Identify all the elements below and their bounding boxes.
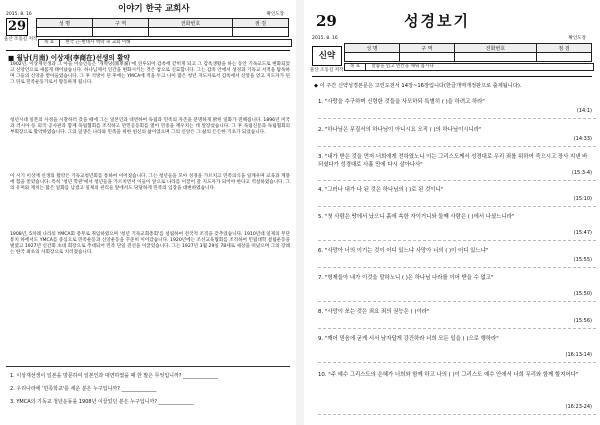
bible-ref-10: (16:23-24) <box>565 404 592 410</box>
phone-header: 전화번호 <box>149 19 233 28</box>
bible-ref-4: (15:10) <box>573 196 592 202</box>
bible-ref-9: (16:13-14) <box>565 352 592 358</box>
name-field[interactable] <box>37 28 93 37</box>
bible-ref-2: (14:33) <box>573 136 592 142</box>
left-question-2: 2. 우리나라에 '민족학교'를 세운 분은 누구입니까? ______________ <box>10 386 157 392</box>
answer-line-4[interactable] <box>318 206 596 207</box>
check-header: 점 검 <box>537 44 592 53</box>
right-lesson-number: 29 <box>316 12 337 30</box>
left-paragraph-4: 1908년, 5차례 나라의 YMCA회 총무로 취임하였으며 '청년 기독교회총회'를 설립하여 전국적 조직을 갖추었습니다. 1910년대 일제의 무단통치 하에서도 YMCA를 중심으로 민족운동과 신앙운동을 꾸준히 이어갔습니다. 1920년에는 조선교육협회를 조직하여 민립대학 설립운동을 벌였고 1927년 신간회 초대 회장으로 추대되어 민족 단일 전선을 이끌었습니다. 그는 1927년 3월 29일 78세로 세상을 떠났으며 그의 장례는 한국 최초의 사회장으로 치러졌습니다. <box>10 232 290 256</box>
answer-line-1[interactable] <box>318 118 596 119</box>
district-header: 구 역 <box>93 19 149 28</box>
left-question-divider <box>6 366 290 367</box>
left-stamp-label: 확인도장 <box>266 12 284 17</box>
bible-ref-5: (15:47) <box>573 230 592 236</box>
left-paragraph-3: 이 시기 이상재 선생의 활약은 기독교청년회를 통하여 이어졌습니다. 그는 청년들을 모아 성경을 가르치고 민족의식을 일깨우며 교육과 계몽에 힘을 쏟았습니다. 특히 '청년 학관'에서 청년들을 가르치면서 이들이 앞으로 나라를 이끌어 갈 지도자가 되어야 한다고 역설하였습니다. 그의 유머와 재치는 많은 일화를 남겼고 일제의 관리들 앞에서도 당당하게 민족의 입장을 대변하였습니다. <box>10 174 290 192</box>
bible-ref-1: (14:1) <box>576 108 592 114</box>
check-header: 점 검 <box>232 19 288 28</box>
right-testament-label: 신약 <box>312 46 342 66</box>
bible-ref-3: (15:3-4) <box>571 170 592 176</box>
name-field[interactable] <box>345 53 400 62</box>
right-stamp-label: 확인도장 <box>568 36 586 41</box>
bible-question-6: 6. "사망아 너의 이기는 것이 어디 있느냐 사망아 너의 ( )이 어디 있느냐" <box>318 248 489 254</box>
phone-field[interactable] <box>149 28 233 37</box>
page-gutter <box>296 0 304 425</box>
left-paragraph-2: 청년시대 일본의 사정을 시찰하러 갔을 때에 그는 일본인과 대면하여 독립과 민족의 자존을 분명하게 밝힌 일화가 전해집니다. 1896년 미국과 러시아 등 외국 공사관과 함께 독립협회를 조직하고 만민공동회를 열어 민중을 깨우치는 데 앞장섰습니다. 그 후 독립신문과 독립협회의 부회장으로 활약하였습니다. 그의 일생은 나라와 민족을 위한 헌신의 삶이었으며 그의 신앙은 그 삶의 든든한 기초가 되었습니다. <box>10 118 290 136</box>
right-intro: ◆ 이 주간 신약성경본문은 고린도전서 14장~16장입니다(한글개역개정판으로 출제됩니다). <box>314 83 522 89</box>
left-header-rule <box>6 50 290 51</box>
bible-question-1: 1. "사랑을 추구하며 신령한 것들을 사모하되 특별히 ( )을 하려고 하라" <box>318 99 485 105</box>
answer-line-10[interactable] <box>318 414 596 415</box>
left-objective-label: 목 표 <box>39 40 60 46</box>
bible-question-9: 9. "깨어 믿음에 굳게 서서 남자답게 강건하라 너희 모든 일을 ( )으로 행하라" <box>318 336 499 342</box>
bible-question-2: 2. "하나님은 무질서의 하나님이 아니시요 오직 ( )의 하나님이시니라" <box>318 127 482 133</box>
name-header: 성 명 <box>37 19 93 28</box>
left-question-1: 1. 이상재선생이 일본을 방문하여 일본인과 대면하였을 때 한 말은 무엇입니까? ______________ <box>10 373 219 379</box>
left-paragraph-1: 1902년, 이상재선생과 그 아들 이승인등은 '개혁당(開革黨)'에 연루되어 감옥에 갇히게 되고 그 감옥생활을 하는 동안 기독교도로 변화되었고 신앙인으로 새롭게 태어났습니다. 하나님께서 인간을 변화시키는 것은 참으로 신묘합니다. 그는 감옥 안에서 성경과 기독교 서적을 탐독하며 그들의 신앙을 받아들였습니다. 그 후 석방이 된 후에는 YMCA에 적을 두고 나이 많은 청년 지도자로서 감옥에서 신앙을 얻고 지도자가 된 그 뒤로 민족운동가로서 활동하게 됩니다. <box>10 62 290 86</box>
bible-question-7: 7. "형제들아 내가 이것을 말하노니 ( )은 하나님 나라를 이어 받을 수 없고" <box>318 275 494 281</box>
bible-ref-7: (15:50) <box>573 291 592 297</box>
left-section-title: ■ 월남(月南) 이상재(李商在)선생의 활약 <box>8 54 130 62</box>
name-header: 성 명 <box>345 44 400 53</box>
answer-line-5[interactable] <box>318 240 596 241</box>
left-lesson-number: 29 <box>7 19 27 34</box>
right-objective-row <box>344 63 594 71</box>
phone-field[interactable] <box>454 53 536 62</box>
left-info-table <box>36 18 289 37</box>
phone-header: 전화번호 <box>454 44 536 53</box>
district-header: 구 역 <box>399 44 454 53</box>
left-objective-text: 한국 근·현대사 맥락 속 교회 이해 <box>65 40 131 45</box>
bible-question-10: 10. "주 예수 그리스도의 은혜가 너희와 함께 하고 나의 ( )이 그리스도 예수 안에서 너희 무리와 함께 할지어다" <box>318 372 579 378</box>
left-page <box>0 0 296 425</box>
right-info-table <box>344 43 592 62</box>
right-header-rule <box>312 76 592 77</box>
bible-question-8: 8. "사망이 쏘는 것은 죄요 죄의 권능은 ( )이라" <box>318 309 430 315</box>
left-question-3: 3. YMCA의 기독교 청년운동을 1908년 이끌었던 분은 누구입니까? ______________ <box>10 399 194 405</box>
right-date: 2015. 8. 16 <box>312 36 338 41</box>
left-top-title: 이야기 한국 교회사 <box>118 4 190 14</box>
check-field[interactable] <box>232 28 288 37</box>
check-field[interactable] <box>537 53 592 62</box>
bible-question-4: 4. "그러나 내가 나 된 것은 하나님의 ( )로 된 것이니" <box>318 187 444 193</box>
answer-line-8[interactable] <box>318 328 596 329</box>
answer-line-7[interactable] <box>318 301 596 302</box>
answer-line-6[interactable] <box>318 267 596 268</box>
answer-line-2[interactable] <box>318 146 596 147</box>
bible-ref-6: (15:55) <box>573 257 592 263</box>
district-field[interactable] <box>93 28 149 37</box>
left-date: 2015. 8. 16 <box>6 12 32 17</box>
right-page <box>304 0 600 425</box>
answer-line-9[interactable] <box>318 362 596 363</box>
answer-line-3[interactable] <box>318 180 596 181</box>
left-side-label: 울산 조동길 저작 <box>4 37 38 42</box>
left-objective-row <box>38 39 292 47</box>
right-objective-text: 말씀을 읽고 빈칸을 채워 봅시다 <box>371 64 434 69</box>
bible-question-3: 3. "내가 받은 것을 먼저 너희에게 전하였노니 이는 그리스도께서 성경대로 우리 죄를 위하여 죽으시고 장사 지낸 바 되셨다가 성경대로 사흘 만에 다시 살아나사" <box>318 154 588 168</box>
district-field[interactable] <box>399 53 454 62</box>
bible-ref-8: (15:56) <box>573 318 592 324</box>
bible-question-5: 5. "첫 사람은 땅에서 났으니 흙에 속한 자이거니와 둘째 사람은 ( )에서 나셨느니라" <box>318 214 515 220</box>
right-objective-label: 목 표 <box>345 64 366 70</box>
right-side-sub: 울산 조동길 저작 <box>310 68 344 73</box>
right-title: 성경보기 <box>404 12 470 30</box>
